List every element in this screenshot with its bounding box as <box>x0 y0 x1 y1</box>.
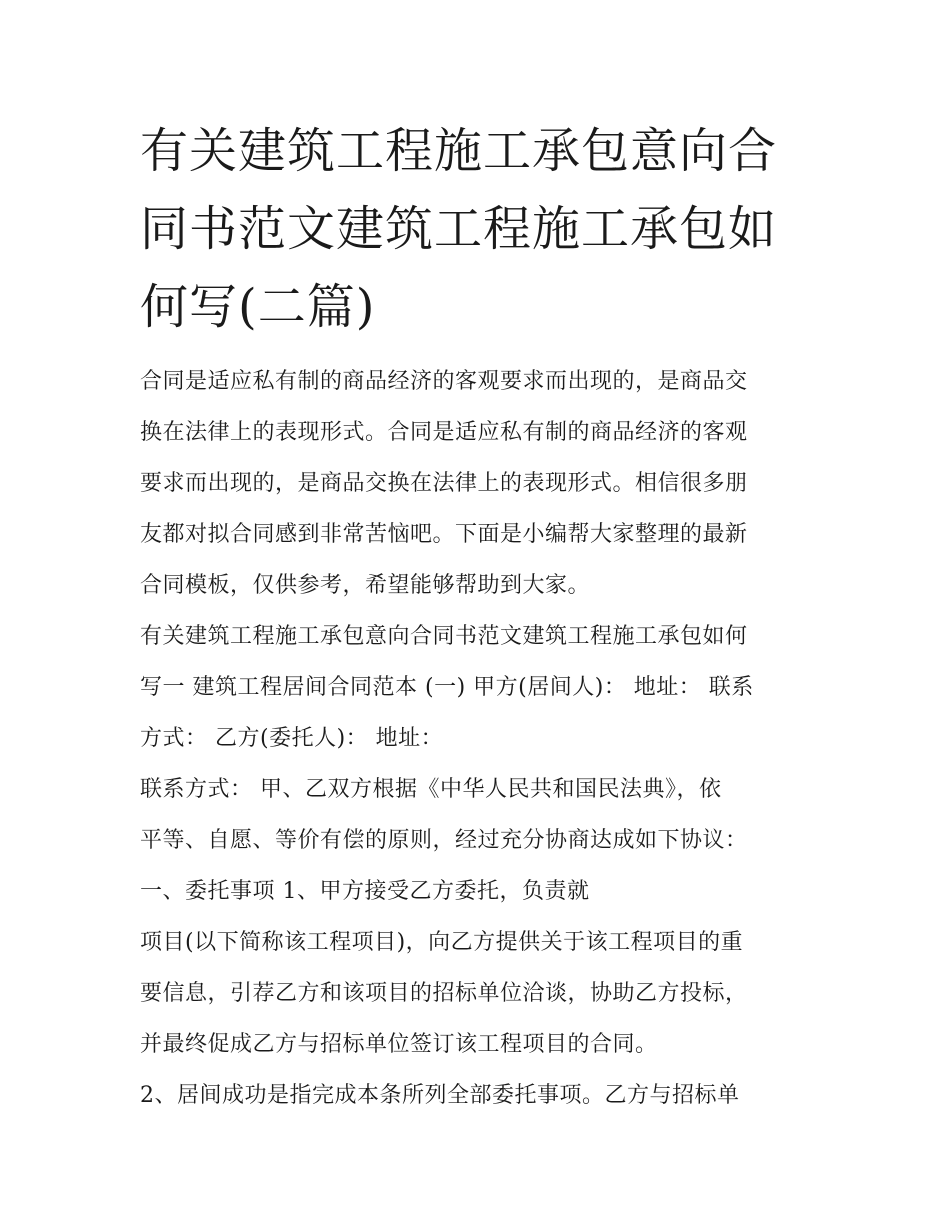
paragraph-clause-2 <box>140 1070 820 1121</box>
paragraph-agreement <box>140 764 820 917</box>
text-line: 联系方式： 甲、乙双方根据《中华人民共和国民法典》，依 <box>140 777 722 802</box>
paragraph-project <box>140 917 820 1070</box>
text-line: 一、委托事项 1、甲方接受乙方委托，负责就 <box>140 879 590 904</box>
title-line: 同书范文建筑工程施工承包如 <box>140 201 778 257</box>
text-line: 并最终促成乙方与招标单位签订该工程项目的合同。 <box>140 1032 658 1057</box>
text-line: 平等、自愿、等价有偿的原则，经过充分协商达成如下协议： <box>140 828 748 853</box>
text-line: 合同模板，仅供参考，希望能够帮助到大家。 <box>140 573 591 598</box>
text-line: 有关建筑工程施工承包意向合同书范文建筑工程施工承包如何 <box>140 624 748 649</box>
text-line: 项目(以下简称该工程项目)，向乙方提供关于该工程项目的重 <box>140 930 744 955</box>
text-line: 友都对拟合同感到非常苦恼吧。下面是小编帮大家整理的最新 <box>140 522 748 547</box>
text-line: 方式： 乙方(委托人)： 地址： <box>140 726 444 751</box>
paragraph-contract-heading <box>140 611 820 764</box>
document-title <box>140 112 820 346</box>
paragraph-intro <box>140 356 820 611</box>
text-line: 写一 建筑工程居间合同范本 (一) 甲方(居间人)： 地址： 联系 <box>140 675 754 700</box>
text-line: 换在法律上的表现形式。合同是适应私有制的商品经济的客观 <box>140 420 748 445</box>
document-page <box>140 112 820 1121</box>
document-body <box>140 356 820 1121</box>
text-line: 2、居间成功是指完成本条所列全部委托事项。乙方与招标单 <box>140 1083 740 1108</box>
text-line: 要信息，引荐乙方和该项目的招标单位洽谈，协助乙方投标， <box>140 981 748 1006</box>
title-line: 何写(二篇) <box>140 279 376 335</box>
title-line: 有关建筑工程施工承包意向合 <box>140 123 778 179</box>
text-line: 要求而出现的，是商品交换在法律上的表现形式。相信很多朋 <box>140 471 748 496</box>
text-line: 合同是适应私有制的商品经济的客观要求而出现的，是商品交 <box>140 369 748 394</box>
